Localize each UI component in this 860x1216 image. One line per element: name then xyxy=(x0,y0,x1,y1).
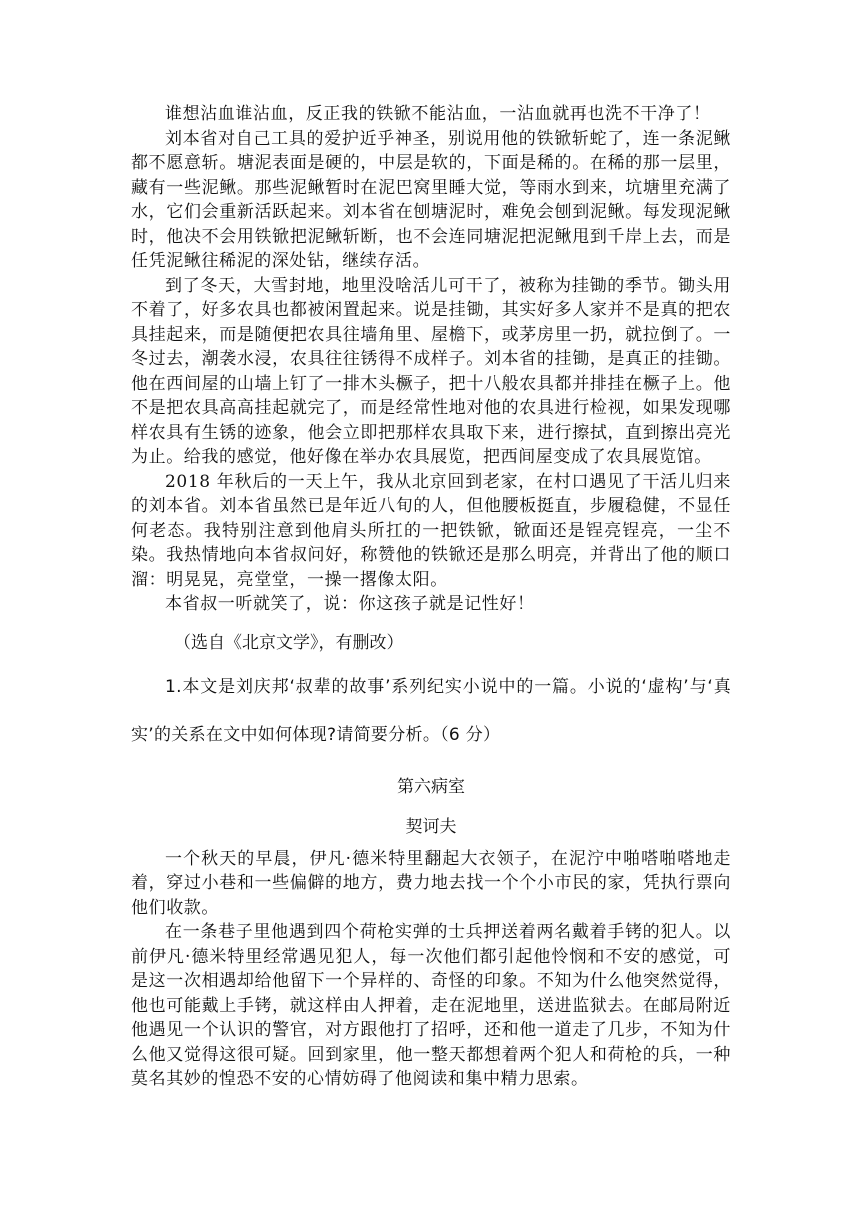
story1-paragraph: 到了冬天，大雪封地，地里没啥活儿可干了，被称为挂锄的季节。锄头用不着了，好多农具也都被闲置起来。说是挂锄，其实好多人家并不是真的把农具挂起来，而是随便把农具往墙角里、屋檐下，或茅房里一扔，就拉倒了。一冬过去，潮袭水浸，农具往往锈得不成样子。刘本省的挂锄，是真正的挂锄。他在西间屋的山墙上钉了一排木头橛子，把十八般农具都并排挂在橛子上。他不是把农具高高挂起就完了，而是经常性地对他的农具进行检视，如果发现哪样农具有生锈的迹象，他会立即把那样农具取下来，进行擦拭，直到擦出亮光为止。给我的感觉，他好像在举办农具展览，把西间屋变成了农具展览馆。 xyxy=(131,275,731,467)
story1-paragraph: 本省叔一听就笑了，说：你这孩子就是记性好！ xyxy=(165,594,535,614)
story2-paragraph: 一个秋天的早晨，伊凡·德米特里翻起大衣领子，在泥泞中啪嗒啪嗒地走着，穿过小巷和一些偏僻的地方，费力地去找一个个小市民的家，凭执行票向他们收款。 xyxy=(131,848,731,918)
source-citation: （选自《北京文学》，有删改） xyxy=(174,632,404,653)
story1-paragraph: 2018 年秋后的一天上午，我从北京回到老家，在村口遇见了干活儿归来的刘本省。刘本省虽然已是年近八旬的人，但他腰板挺直，步履稳健，不显任何老态。我特别注意到他肩头所扛的一把铁锨，锨面还是锃亮锃亮，一尘不染。我热情地向本省叔问好，称赞他的铁锨还是那么明亮，并背出了他的顺口溜：明晃晃，亮堂堂，一操一撂像太阳。 xyxy=(131,471,731,590)
story1-paragraph: 刘本省对自己工具的爱护近乎神圣，别说用他的铁锨斩蛇了，连一条泥鳅都不愿意斩。塘泥表面是硬的，中层是软的，下面是稀的。在稀的那一层里，藏有一些泥鳅。那些泥鳅暂时在泥巴窝里睡大觉，等雨水到来，坑塘里充满了水，它们会重新活跃起来。刘本省在刨塘泥时，难免会刨到泥鳅。每发现泥鳅时，他决不会用铁锨把泥鳅斩断，也不会连同塘泥把泥鳅甩到千岸上去，而是任凭泥鳅往稀泥的深处钻，继续存活。 xyxy=(131,128,731,271)
story1-paragraph: 谁想沾血谁沾血，反正我的铁锨不能沾血，一沾血就再也洗不干净了！ xyxy=(165,104,711,124)
question-1: 1.本文是刘庆邦‘叔辈的故事’系列纪实小说中的一篇。小说的‘虚构’与‘真实’的关系在文中如何体现?请简要分析。（6 分） xyxy=(131,676,731,745)
story2-author: 契诃夫 xyxy=(405,816,457,837)
document-page xyxy=(131,102,731,1092)
story2-paragraph: 在一条巷子里他遇到四个荷枪实弹的士兵押送着两名戴着手铐的犯人。以前伊凡·德米特里经常遇见犯人，每一次他们都引起他怜悯和不安的感觉，可是这一次相遇却给他留下一个异样的、奇怪的印象。不知为什么他突然觉得，他也可能戴上手铐，就这样由人押着，走在泥地里，送进监狱去。在邮局附近他遇见一个认识的警官，对方跟他打了招呼，还和他一道走了几步，不知为什么他又觉得这很可疑。回到家里，他一整天都想着两个犯人和荷枪的兵，一种莫名其妙的惶恐不安的心情妨碍了他阅读和集中精力思索。 xyxy=(131,922,731,1089)
story2-title: 第六病室 xyxy=(397,776,465,797)
